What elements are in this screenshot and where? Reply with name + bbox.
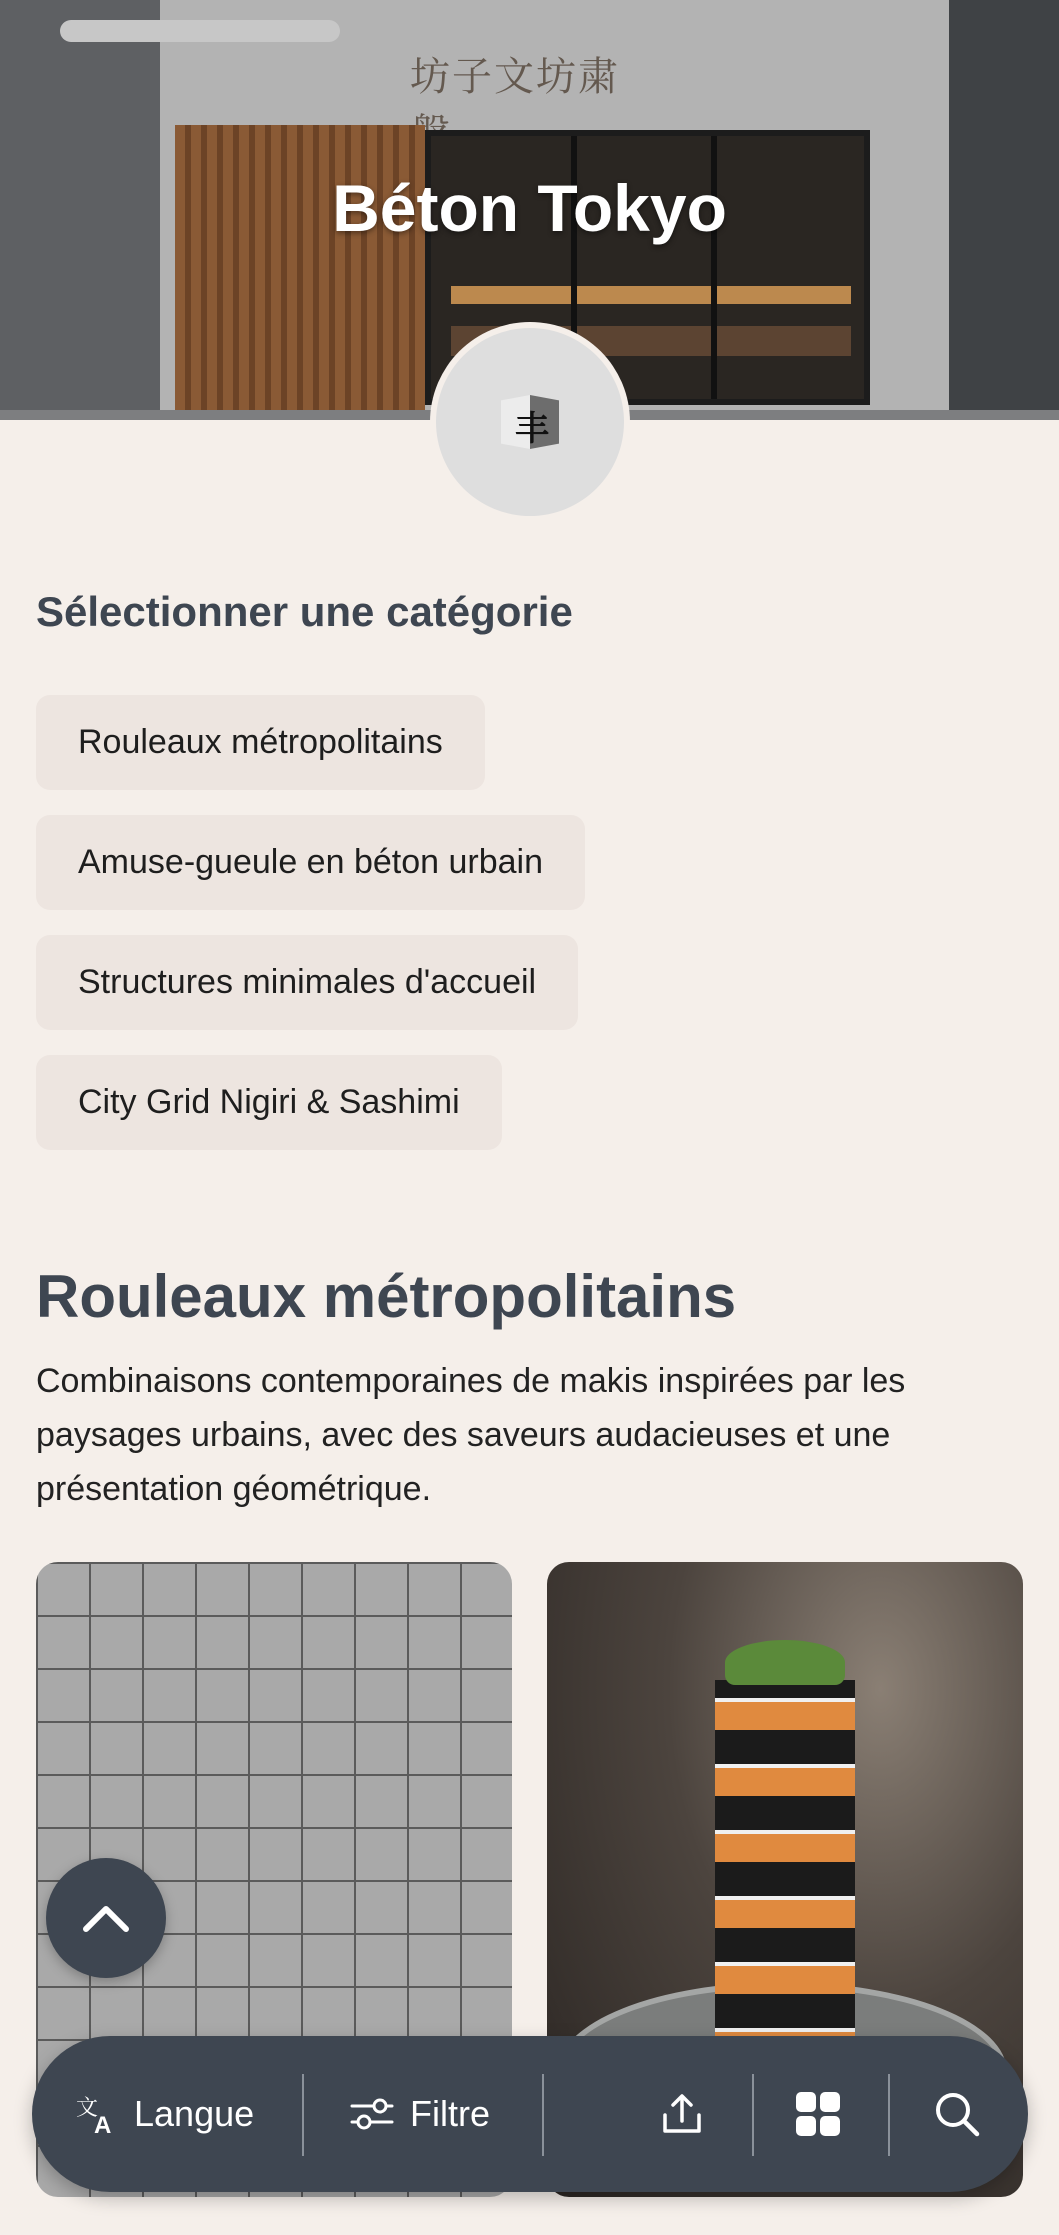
language-label: Langue: [134, 2093, 255, 2134]
divider: [542, 2074, 544, 2156]
section-description: Combinaisons contemporaines de makis inspirées par les paysages urbains, avec des saveurs audacieuses et une présentation géométrique.: [36, 1362, 906, 1508]
category-label: City Grid Nigiri & Sashimi: [78, 1083, 460, 1121]
category-rouleaux[interactable]: [36, 695, 485, 790]
search-icon: [932, 2089, 982, 2139]
search-button[interactable]: [932, 2036, 982, 2192]
pipe: [60, 20, 340, 42]
share-button[interactable]: [657, 2036, 707, 2192]
logo-mark-icon: 丰: [501, 391, 559, 453]
grid-icon: [794, 2090, 842, 2138]
section-title: Rouleaux métropolitains: [36, 1263, 737, 1330]
divider: [888, 2074, 890, 2156]
filter-icon: [350, 2096, 394, 2132]
divider: [752, 2074, 754, 2156]
bottom-toolbar: [32, 2036, 1028, 2192]
divider: [302, 2074, 304, 2156]
category-label: Rouleaux métropolitains: [78, 723, 443, 761]
filter-button[interactable]: [350, 2036, 490, 2192]
svg-text:A: A: [94, 2112, 112, 2137]
restaurant-title: Béton Tokyo: [332, 171, 727, 245]
category-label: Amuse-gueule en béton urbain: [78, 843, 543, 881]
restaurant-logo: [430, 322, 630, 522]
filter-label: Filtre: [410, 2093, 490, 2134]
translate-icon: [74, 2091, 120, 2137]
share-icon: [657, 2089, 707, 2139]
category-amuse-gueule[interactable]: [36, 815, 585, 910]
grid-view-button[interactable]: [794, 2036, 842, 2192]
svg-text:文: 文: [76, 2096, 99, 2121]
category-heading: Sélectionner une catégorie: [36, 588, 573, 635]
wooden-door: [175, 125, 425, 410]
category-structures[interactable]: [36, 935, 578, 1030]
scroll-to-top-button[interactable]: [46, 1858, 166, 1978]
category-label: Structures minimales d'accueil: [78, 963, 537, 1001]
language-button[interactable]: [74, 2036, 254, 2192]
category-city-grid[interactable]: [36, 1055, 502, 1150]
chevron-up-icon: [82, 1903, 130, 1933]
storefront-sign: 坊子文坊粛: [410, 54, 620, 100]
